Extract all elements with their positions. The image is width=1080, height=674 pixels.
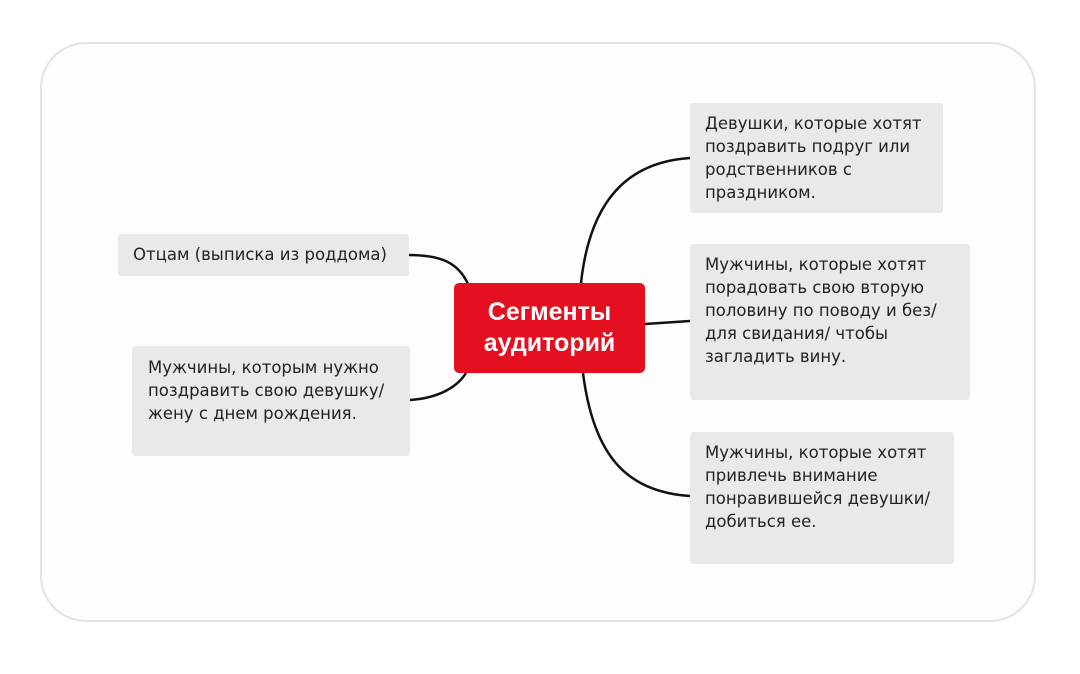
node-men-birthday: Мужчины, которым нужно поздравить свою девушку/ жену с днем рождения. — [132, 346, 410, 456]
node-fathers: Отцам (выписка из роддома) — [118, 234, 409, 276]
link-men-please — [645, 321, 690, 324]
link-men-birthday — [410, 373, 466, 400]
link-men-attract — [583, 373, 690, 496]
link-girls-congratulate — [581, 158, 690, 283]
node-girls-congratulate: Девушки, которые хотят поздравить подруг или родственников с праздником. — [690, 103, 943, 213]
link-fathers — [408, 255, 468, 284]
center-node: Сегменты аудиторий — [454, 283, 645, 373]
node-men-attract: Мужчины, которые хотят привлечь внимание понравившейся девушки/ добиться ее. — [690, 432, 954, 564]
node-men-please: Мужчины, которые хотят порадовать свою вторую половину по поводу и без/ для свидания/ чтобы загладить вину. — [690, 244, 970, 400]
